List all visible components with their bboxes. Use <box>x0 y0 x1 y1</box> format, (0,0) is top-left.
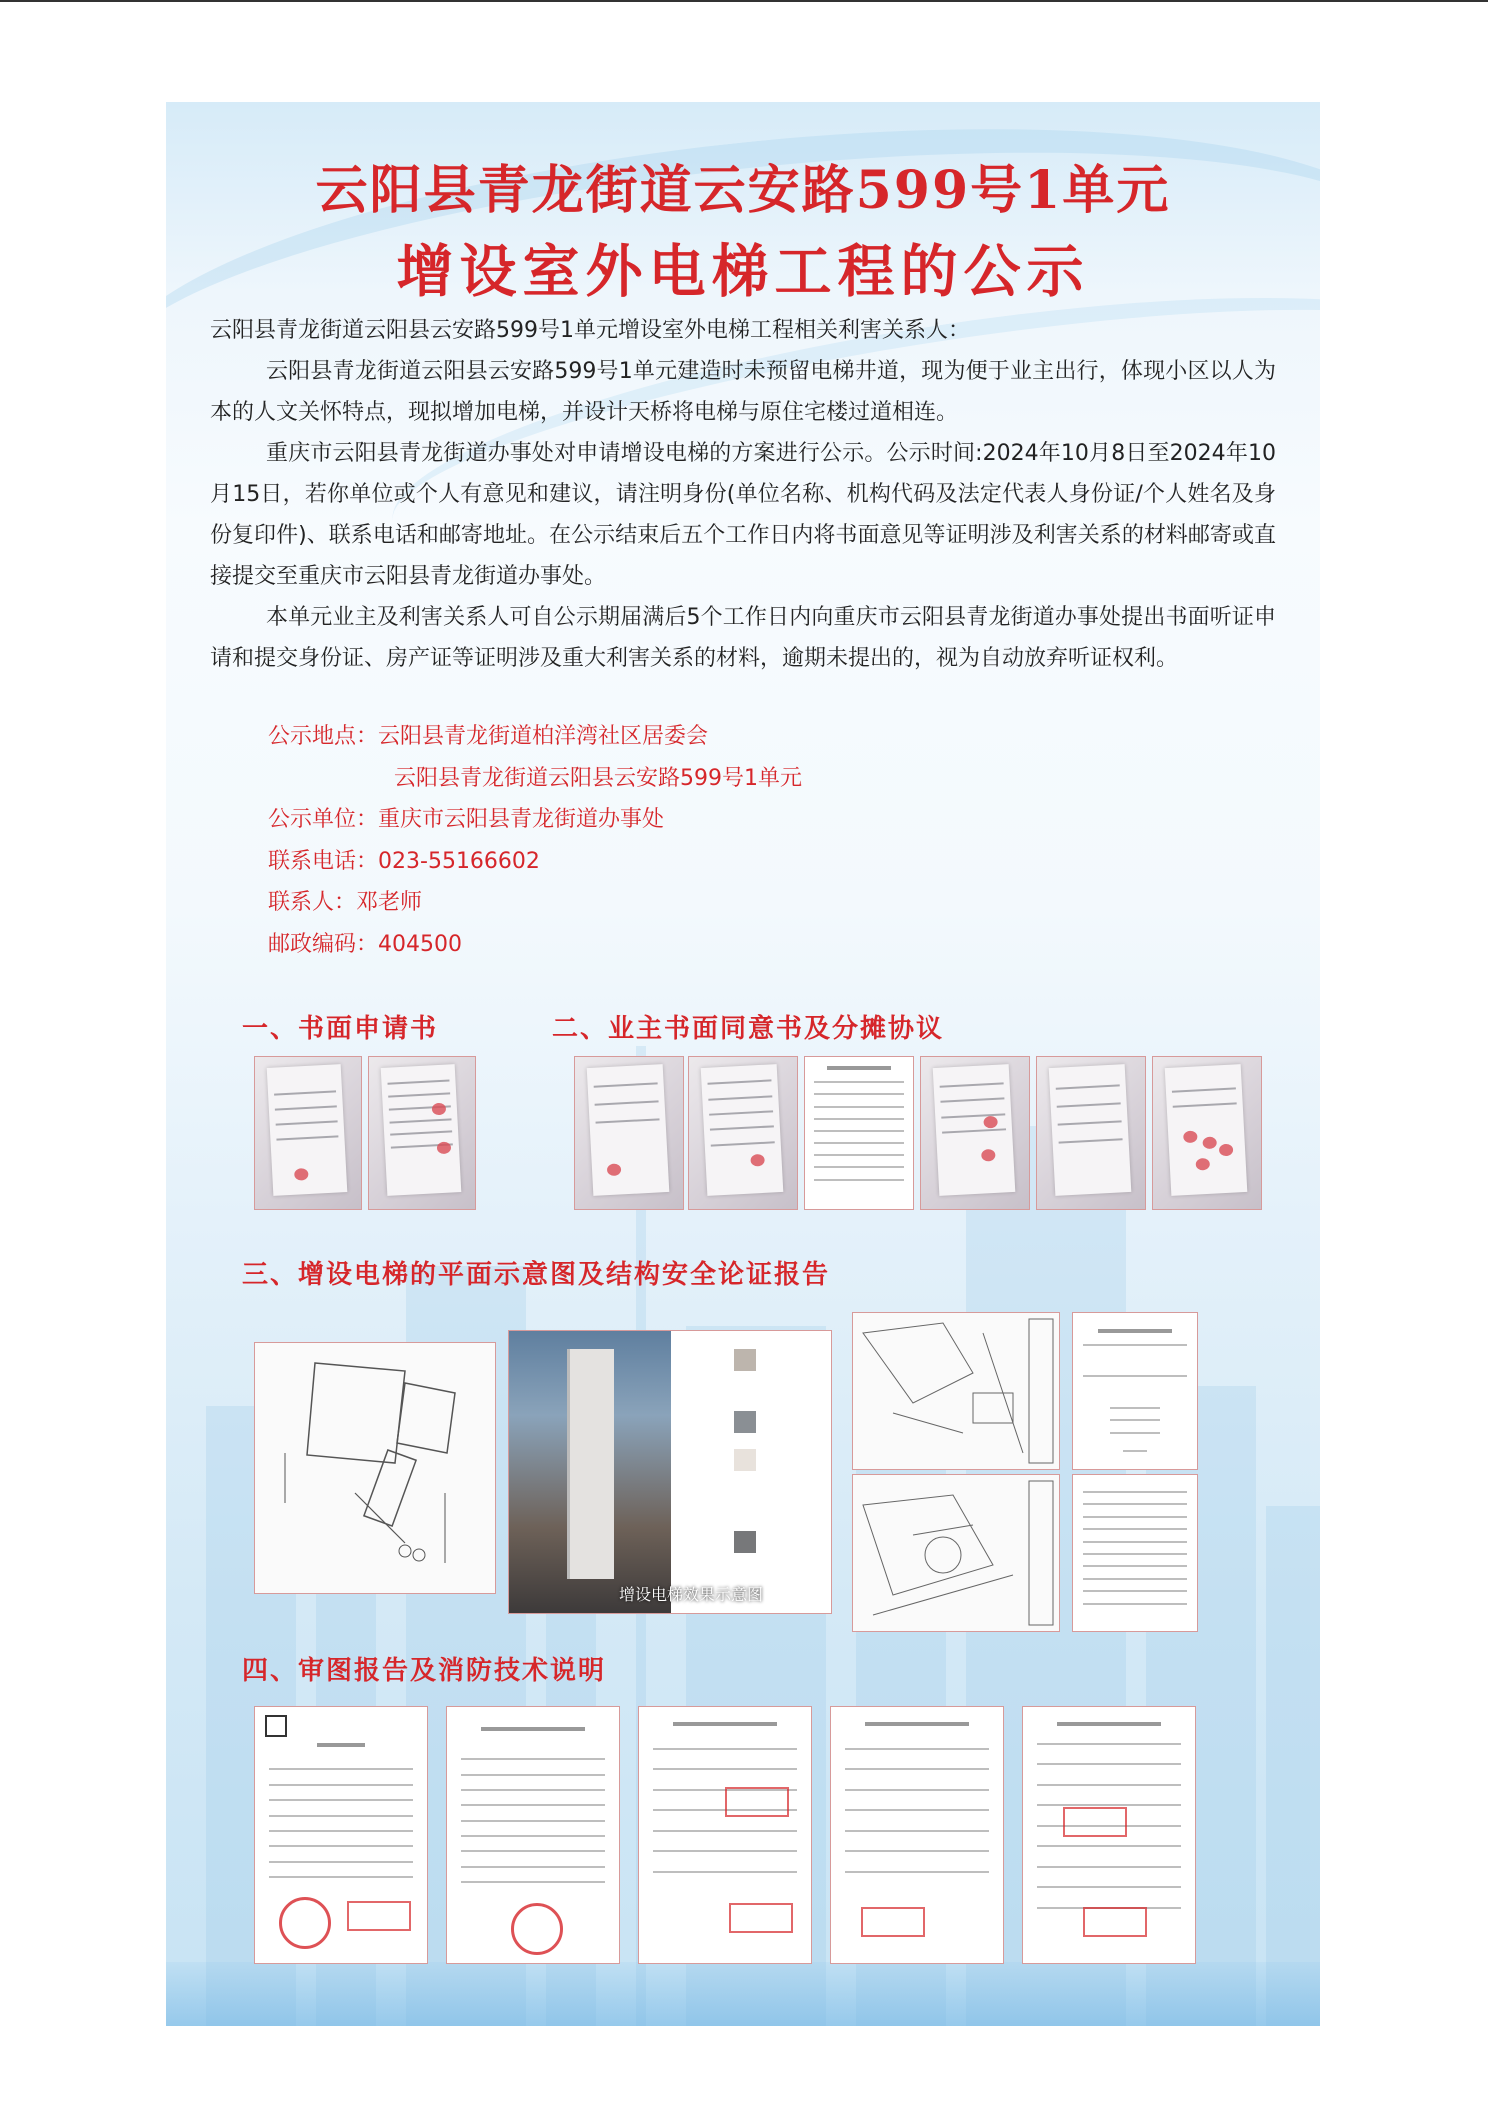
review-form-2 <box>830 1706 1004 1964</box>
page-top-border <box>0 0 1488 2</box>
location-value-2: 云阳县青龙街道云阳县云安路599号1单元 <box>394 765 802 791</box>
site-map-lines <box>853 1313 1059 1469</box>
phone-label: 联系电话： <box>268 848 379 874</box>
stamp-box <box>861 1907 925 1937</box>
announcement-body <box>210 310 1276 679</box>
elevator-effect-diagram <box>508 1330 832 1614</box>
phone-row <box>268 841 802 883</box>
poster-title-line-2: 增设室外电梯工程的公示 <box>396 238 1090 305</box>
qr-code-icon <box>265 1715 287 1737</box>
postal-value: 404500 <box>378 931 462 957</box>
stamp-box <box>725 1787 789 1817</box>
safety-report-page <box>1072 1474 1198 1632</box>
location-label: 公示地点： <box>268 724 379 749</box>
consent-photo <box>574 1056 684 1210</box>
consent-photo <box>688 1056 798 1210</box>
stamp-box <box>1083 1907 1147 1937</box>
unit-row <box>268 799 802 841</box>
phone-value: 023-55166602 <box>378 848 540 874</box>
postal-label: 邮政编码： <box>268 931 379 957</box>
unit-label: 公示单位： <box>268 807 379 832</box>
announcement-poster <box>166 102 1320 2026</box>
paragraph-hearing-rights: 本单元业主及利害关系人可自公示期届满后5个工作日内向重庆市云阳县青龙街道办事处提出书面听证申请和提交身份证、房产证等证明涉及重大利害关系的材料，逾期未提出的，视为自动放弃听证权利。 <box>210 605 1276 671</box>
section-title-review-and-fire: 四、审图报告及消防技术说明 <box>242 1656 607 1686</box>
poster-title-line-1: 云阳县青龙街道云安路599号1单元 <box>315 160 1171 221</box>
material-swatch <box>734 1531 756 1553</box>
salutation: 云阳县青龙街道云阳县云安路599号1单元增设室外电梯工程相关利害关系人： <box>210 318 970 343</box>
consent-photo <box>920 1056 1030 1210</box>
section-title-application: 一、书面申请书 <box>242 1014 439 1044</box>
consent-form-scan <box>804 1056 914 1210</box>
site-map-drawing <box>852 1474 1060 1632</box>
stamp-box <box>1063 1807 1127 1837</box>
site-map-drawing <box>852 1312 1060 1470</box>
paragraph-notice-period: 重庆市云阳县青龙街道办事处对申请增设电梯的方案进行公示。公示时间:2024年10月8日至2024年10月15日，若你单位或个人有意见和建议，请注明身份(单位名称、机构代码及法定代表人身份证/个人姓名及身份复印件)、联系电话和邮寄地址。在公示结束后五个工作日内将书面意见等证明涉及利害关系的材料邮寄或直接提交至重庆市云阳县青龙街道办事处。 <box>210 441 1276 589</box>
section-title-plan-and-report: 三、增设电梯的平面示意图及结构安全论证报告 <box>242 1260 831 1290</box>
review-form-1 <box>638 1706 812 1964</box>
application-photo <box>368 1056 476 1210</box>
contact-person-row <box>268 882 802 924</box>
unit-value: 重庆市云阳县青龙街道办事处 <box>378 807 665 832</box>
location-row-2 <box>268 758 802 800</box>
application-photo <box>254 1056 362 1210</box>
site-map-lines <box>853 1475 1059 1631</box>
official-seal-icon <box>511 1903 563 1955</box>
paragraph-background: 云阳县青龙街道云阳县云安路599号1单元建造时未预留电梯井道，现为便于业主出行，体现小区以人为本的人文关怀特点，现拟增加电梯，并设计天桥将电梯与原住宅楼过道相连。 <box>210 359 1276 425</box>
stamp-box <box>347 1901 411 1931</box>
material-swatch <box>734 1349 756 1371</box>
section-title-consent: 二、业主书面同意书及分摊协议 <box>552 1014 945 1044</box>
safety-report-cover <box>1072 1312 1198 1470</box>
plan-sketch-drawing <box>255 1343 495 1593</box>
contact-info-block <box>268 716 802 965</box>
postal-code-row <box>268 924 802 966</box>
effect-diagram-caption: 增设电梯效果示意图 <box>619 1585 764 1604</box>
consent-photo <box>1152 1056 1262 1210</box>
contact-label: 联系人： <box>268 890 357 915</box>
stamp-box <box>729 1903 793 1933</box>
elevator-plan-sketch <box>254 1342 496 1594</box>
material-swatch <box>734 1449 756 1471</box>
material-swatch <box>734 1411 756 1433</box>
review-opinion-letter <box>446 1706 620 1964</box>
location-row <box>268 716 802 758</box>
review-certificate <box>254 1706 428 1964</box>
elevator-shaft-render <box>567 1349 614 1579</box>
consent-photo <box>1036 1056 1146 1210</box>
official-seal-icon <box>279 1897 331 1949</box>
fire-technical-form <box>1022 1706 1196 1964</box>
bottom-decor-band <box>166 1962 1320 2026</box>
location-value-1: 云阳县青龙街道柏洋湾社区居委会 <box>378 724 709 749</box>
contact-value: 邓老师 <box>356 890 423 915</box>
